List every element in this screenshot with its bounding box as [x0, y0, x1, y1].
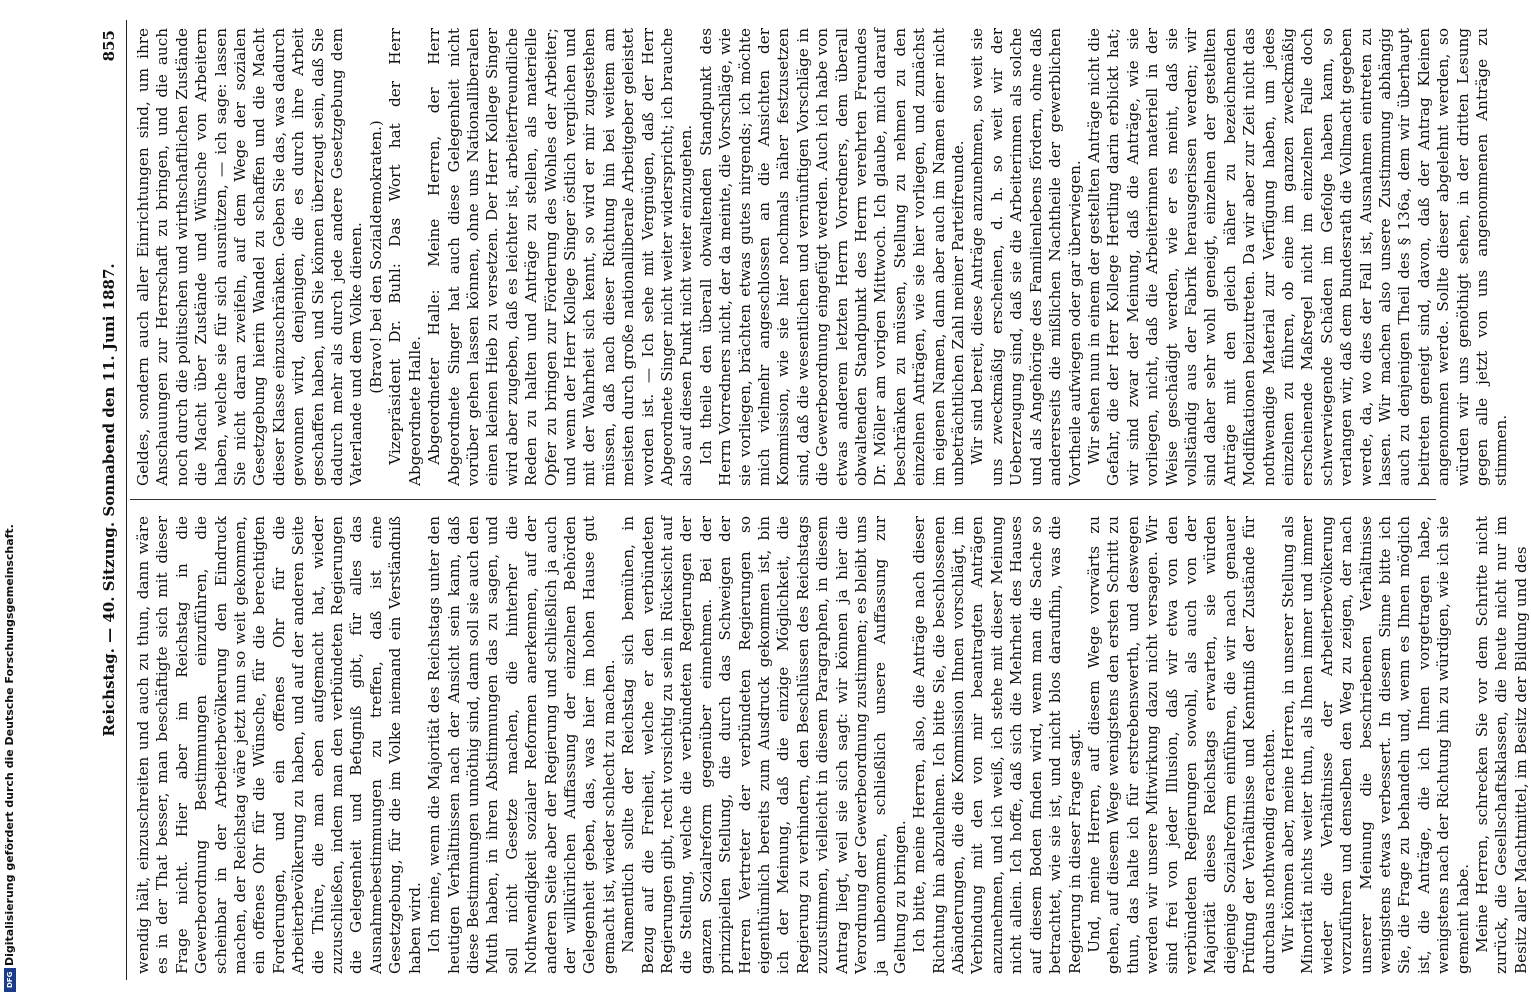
dfg-logo: DFG [4, 968, 16, 992]
page-number: 855 [100, 30, 118, 62]
paragraph: Wir können aber, meine Herren, in unserer Stellung als Minorität nichts weiter thun, als Ihnen immer und immer wieder die Verhältnisse der Arbeiterbevölkerung vorzuführen und denselben den Weg zu zeigen, der nach unserer Meinung die beschriebenen Verhältnisse wenigstens etwas verbessert. In diesem Sinne bitte ich Sie, die Frage zu behandeln und, wenn es Ihnen möglich ist, die Anträge, die ich Ihnen vorgetragen habe, wenigstens nach der Richtung hin zu würdigen, wie ich sie gemeint habe. [1278, 516, 1472, 974]
paragraph: wendig hält, einzuschreiten und auch zu thun, dann wäre es in der That besser, man beschäftigte sich mit dieser Frage nicht. Hier aber im Reichstag in die Gewerbeordnung Bestimmungen einzuführen, die scheinbar in der Arbeiterbevölkerung den Eindruck machen, der Reichstag wäre jetzt nun so weit gekommen, ein offenes Ohr für die Wünsche, für die berechtigten Forderungen, und ein offenes Ohr für die Arbeiterbevölkerung zu haben, und auf der anderen Seite die Thüre, die man eben aufgemacht hat, wieder zuzuschließen, indem man den verbündeten Regierungen die Gelegenheit und Befugniß gibt, für alles das Ausnahmebestimmungen zu treffen, daß ist eine Gesetzgebung, für die im Volke niemand ein Verständniß haben wird. [134, 516, 424, 974]
paragraph: Und, meine Herren, auf diesem Wege vorwärts zu gehen, auf diesem Wege wenigstens den ersten Schritt zu thun, das halte ich für erstrebenswerth, und deswegen werden wir unsere Mitwirkung dazu nicht versagen. Wir sind frei von jeder Illusion, daß wir etwa von den verbündeten Regierungen sowohl, als auch von der Majorität dieses Reichstags erwarten, sie würden diejenige Sozialreform einführen, die wir nach genauer Prüfung der Verhältnisse und Kenntniß der Zustände für durchaus nothwendig erachten. [1084, 516, 1278, 974]
speaker-announcement: Vizepräsident Dr. Buhl: Das Wort hat der Herr Abgeordnete Halle. [386, 28, 424, 486]
footer-credit-text: Digitalisierung gefördert durch die Deutsche Forschungsgemeinschaft. [3, 524, 16, 966]
column-divider [130, 499, 1436, 500]
digitization-credit [2, 0, 16, 994]
paragraph: Wir sehen nun in einem der gestellten Anträge nicht die Gefahr, die der Herr Kollege Hertling darin erblickt hat; wir sind zwar der Meinung, daß die Anträge, wie sie vorliegen, nicht, daß die Arbeiterinnen materiell in der Weise geschädigt werden, wie er es meint, daß sie vollständig aus der Fabrik herausgerissen werden; wir sind daher sehr wohl geneigt, einzelnen der gestellten Anträge mit den gleich näher zu bezeichnenden Modifikationen beizutreten. Da wir aber zur Zeit nicht das nothwendige Material zur Verfügung haben, um jedes einzelnen zu führen, ob eine im ganzen zweckmäßig erscheinende Maßregel nicht im einzelnen Falle doch schwerwiegende Schäden im Gefolge haben kann, so verlangen wir, daß dem Bundesrath die Vollmacht gegeben werde, da, wo dies der Fall ist, Ausnahmen eintreten zu lassen. Wir machen also unsere Zustimmung abhängig auch zu denjenigen Theil des § 136a, dem wir überhaupt beitreten geneigt sind, davon, daß der Antrag Kleinen angenommen werde. Sollte dieser abgelehnt werden, so würden wir uns genöthigt sehen, in der dritten Lesung gegen alle jetzt von uns angenommenen Anträge zu stimmen. [1084, 28, 1511, 486]
paragraph: Wir sind bereit, diese Anträge anzunehmen, so weit sie uns zweckmäßig erscheinen, d. h. so weit wir der Ueberzeugung sind, daß sie die Arbeiterinnen als solche und als Angehörige des Familienlebens fördern, ohne daß andererseits die mißlichen Nachtheile der gewerblichen Vortheile aufwiegen oder gar überwiegen. [968, 28, 1084, 486]
paragraph: Ich bitte, meine Herren, also, die Anträge nach dieser Richtung hin abzulehnen. Ich bitte Sie, die beschlossenen Abänderungen, die die Kommission Ihnen vorschlägt, im Verbindung mit den von mir beantragten Anträgen anzunehmen, und ich weiß, ich stehe mit dieser Meinung nicht allein. Ich hoffe, daß sich die Mehrheit des Hauses auf diesem Boden finden wird, wenn man die Sache so betrachtet, wie sie ist, und nicht blos daraufhin, was die Regierung in dieser Frage sagt. [910, 516, 1084, 974]
applause-note: (Bravo! bei den Sozialdemokraten.) [366, 120, 385, 394]
paragraph: Meine Herren, schrecken Sie vor dem Schritte nicht zurück, die Gesellschaftsklassen, die heute nicht nur im Besitz aller Machtmittel, im Besitz der Bildung und des [1473, 516, 1530, 974]
right-text-column [134, 28, 1511, 486]
paragraph: Namentlich sollte der Reichstag sich bemühen, in Bezug auf die Freiheit, welche er den verbündeten Regierungen gibt, recht vorsichtig zu sein in Rücksicht auf die Stellung, welche die verbündeten Regierungen der ganzen Sozialreform gegenüber einnehmen. Bei der prinzipiellen Stellung, die durch das Schweigen der Herren Vertreter der verbündeten Regierungen so eigenthümlich bereits zum Ausdruck gekommen ist, bin ich der Meinung, daß die einzige Möglichkeit, die Regierung zu verhindern, den Beschlüssen des Reichstags zuzustimmen, vielleicht in diesem Paragraphen, in diesem Antrag liegt, weil sie sich sagt: wir können ja hier die Verordnung der Gewerbeordnung zustimmen; es bleibt uns ja unbenommen, schließlich unsere Auffassung zur Geltung zu bringen. [619, 516, 909, 974]
paragraph: Ich meine, wenn die Majorität des Reichstags unter den heutigen Verhältnissen nach der Ansicht sein kann, daß diese Bestimmungen unnöthig sind, dann soll sie auch den Muth haben, in ihren Abstimmungen das zu sagen, und soll nicht Gesetze machen, die hinterher die Nothwendigkeit sozialer Reformen anerkennen, auf der anderen Seite aber der Regierung und schließlich ja auch der willkürlichen Auffassung der einzelnen Behörden Gelegenheit geben, das, was hier im hohen Hause gut gemacht ist, wieder schlecht zu machen. [425, 516, 618, 974]
paragraph: Ich theile den überall obwaltenden Standpunkt des Herrn Vorredners nicht, der da meinte, die Vorschläge, wie sie vorliegen, brächten etwas gutes nirgends; ich möchte mich vielmehr angeschlossen an die Ansichten der Kommission, wie sie hier nochmals näher festzusetzen sind, daß die wesentlichen und vernünftigen Vorschläge in die Gewerbeordnung eingefügt werden. Auch ich habe von etwas anderem letzten Herrn Vorredners, dem überall obwaltenden Standpunkt des Herrn verehrten Freundes Dr. Möller am vorigen Mittwoch. Ich glaube, mich darauf beschränken zu müssen, Stellung zu nehmen zu den einzelnen Anträgen, wie sie hier vorliegen, und zunächst im eigenen Namen, dann aber auch im Namen einer nicht unbeträchtlichen Zahl meiner Parteifreunde. [696, 28, 968, 486]
paragraph: Abgeordneter Halle: Meine Herren, der Herr Abgeordnete Singer hat auch diese Gelegenheit nicht vorüber gehen lassen können, ohne uns Nationalliberalen einen kleinen Hieb zu versetzen. Der Herr Kollege Singer wird aber zugeben, daß es leichter ist, arbeiterfreundliche Reden zu halten und Anträge zu stellen, als materielle Opfer zu bringen zur Förderung des Wohles der Arbeiter; und wenn der Herr Kollege Singer östlich verglichen und mit der Wahrheit sich kennt, so wird er mir zugestehen müssen, daß nach dieser Richtung hin bei weitem am meisten durch große nationalliberale Arbeitgeber geleistet worden ist. — Ich sehe mit Vergnügen, daß der Herr Abgeordnete Singer nicht weiter widerspricht; ich brauche also auf diesen Punkt nicht weiter einzugehen. [425, 28, 696, 486]
page-header [100, 20, 126, 980]
header-rule [126, 20, 127, 980]
paragraph: Geldes, sondern auch aller Einrichtungen sind, um ihre Anschauungen zur Herrschaft zu bringen, und die auch noch durch die politischen und wirthschaftlichen Zustände die Macht über Zustände und Wünsche von Arbeitern haben, welche sie für sich ausnützen, — ich sage: lassen Sie nicht daran zweifeln, auf dem Wege der sozialen Gesetzgebung hierin Wandel zu schaffen und die Macht dieser Klasse einzuschränken. Geben Sie das, was dadurch gewonnen wird, denjenigen, die es durch ihre Arbeit geschaffen haben, und Sie können überzeugt sein, daß Sie dadurch mehr als durch jede andere Gesetzgebung dem Vaterlande und dem Volke dienen. [134, 28, 366, 486]
rotated-document-page [86, 20, 1530, 980]
header-title: Reichstag. — 40. Sitzung. Sonnabend den 11. Juni 1887. [100, 263, 118, 737]
left-text-column [134, 516, 1530, 974]
